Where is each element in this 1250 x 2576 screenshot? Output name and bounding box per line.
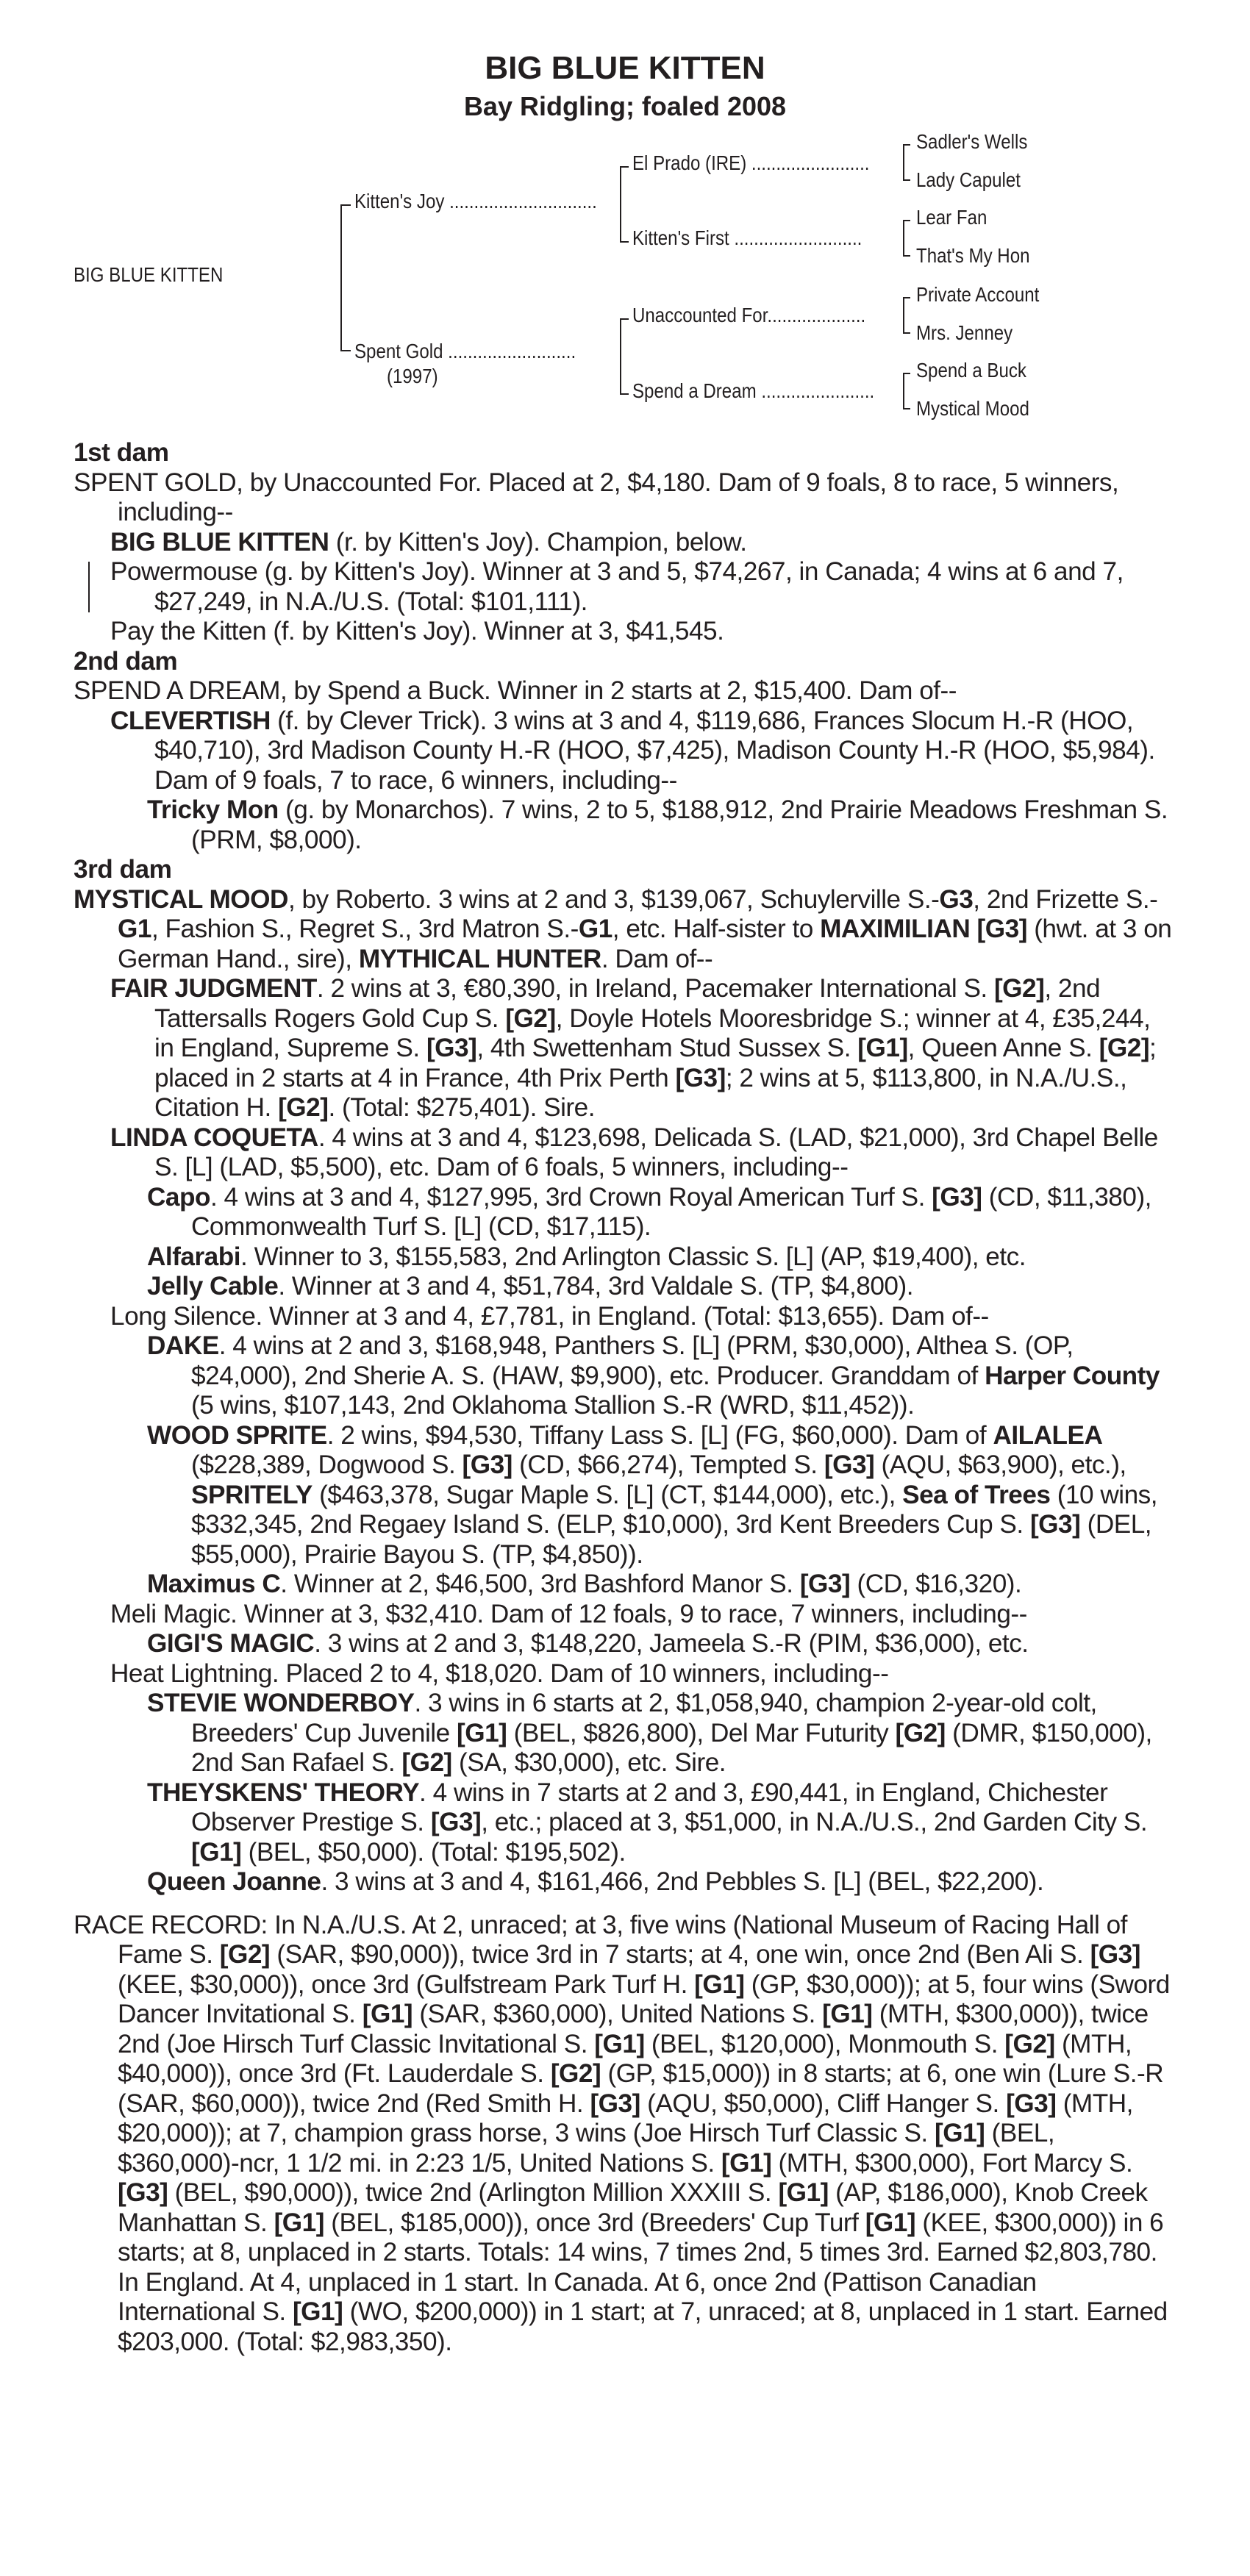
ped-dds: Spend a Buck [916,359,1026,382]
third-dam-heading: 3rd dam [74,855,172,884]
offspring-entry: WOOD SPRITE. 2 wins, $94,530, Tiffany Lass S. [L] (FG, $60,000). Dam of AILALEA ($228,389, Dogwood S. [G3] (CD, $66,274), Tempted S. [G3] (AQU, $63,900), etc.), SPRITELY ($463,378, Sugar Maple S. [L] (CT, $144,000), etc.), Sea of Trees (10 wins, $332,345, 2nd Regaey Island S. (ELP, $10,000), 3rd Kent Breeders Cup S. [G3] (DEL, $55,000), Prairie Bayou S. (TP, $4,850)). [147,1420,1158,1569]
offspring-entry: BIG BLUE KITTEN (r. by Kitten's Joy). Champion, below. [110,527,747,557]
offspring-entry: DAKE. 4 wins at 2 and 3, $168,948, Panthers S. [L] (PRM, $30,000), Althea S. (OP, $24,000), 2nd Sherie A. S. (HAW, $9,900), etc. Producer. Granddam of Harper County (5 wins, $107,143, 2nd Oklahoma Stallion S.-R (WRD, $11,452)). [147,1331,1160,1420]
second-dam-heading: 2nd dam [74,646,178,676]
ped-ss: El Prado (IRE) ........................ [632,151,870,174]
ped-horse: BIG BLUE KITTEN [74,263,224,286]
offspring-entry: GIGI'S MAGIC. 3 wins at 2 and 3, $148,220, Jameela S.-R (PIM, $36,000), etc. [147,1629,1029,1658]
offspring-entry: Jelly Cable. Winner at 3 and 4, $51,784, 3rd Valdale S. (TP, $4,800). [147,1272,913,1300]
offspring-entry: Tricky Mon (g. by Monarchos). 7 wins, 2 to 5, $188,912, 2nd Prairie Meadows Freshman S. (PRM, $8,000). [147,795,1168,854]
offspring-entry: Long Silence. Winner at 3 and 4, £7,781, in England. (Total: $13,655). Dam of-- [110,1301,989,1331]
ped-ssd: Lady Capulet [916,168,1021,191]
second-dam-intro: SPEND A DREAM, by Spend a Buck. Winner in 2 starts at 2, $15,400. Dam of-- [74,676,957,705]
first-dam-heading: 1st dam [74,438,169,467]
ped-sdd: That's My Hon [916,244,1030,267]
ped-sire: Kitten's Joy .............................. [354,190,597,212]
offspring-entry: FAIR JUDGMENT. 2 wins at 3, €80,390, in Ireland, Pacemaker International S. [G2], 2nd Tattersalls Rogers Gold Cup S. [G2], Doyle Hotels Mooresbridge S.; winner at 4, £35,244, in England, Supreme S. [G3], 4th Swettenham Stud Sussex S. [G1], Queen Anne S. [G2]; placed in 2 starts at 4 in France, 4th Prix Perth [G3]; 2 wins at 5, $113,800, in N.A./U.S., Citation H. [G2]. (Total: $275,401). Sire. [110,974,1157,1122]
offspring-entry: Alfarabi. Winner to 3, $155,583, 2nd Arlington Classic S. [L] (AP, $19,400), etc. [147,1242,1026,1271]
offspring-entry: Heat Lightning. Placed 2 to 4, $18,020. Dam of 10 winners, including-- [110,1659,889,1688]
offspring-entry: Meli Magic. Winner at 3, $32,410. Dam of 12 foals, 9 to race, 7 winners, including-- [110,1599,1027,1628]
ped-dam-year: (1997) [387,365,438,387]
third-dam-intro: MYSTICAL MOOD, by Roberto. 3 wins at 2 and 3, $139,067, Schuylerville S.-G3, 2nd Frizette S.-G1, Fashion S., Regret S., 3rd Matron S.-G1, etc. Half-sister to MAXIMILIAN [G3] (hwt. at 3 on German Hand., sire), MYTHICAL HUNTER. Dam of-- [74,884,1172,973]
ped-ds: Unaccounted For.................... [632,304,866,326]
ped-dss: Private Account [916,283,1040,306]
offspring-entry: CLEVERTISH (f. by Clever Trick). 3 wins at 3 and 4, $119,686, Frances Slocum H.-R (HOO, $40,710), 3rd Madison County H.-R (HOO, $7,425), Madison County H.-R (HOO, $5,984). Dam of 9 foals, 7 to race, 6 winners, including-- [110,706,1155,795]
offspring-entry: THEYSKENS' THEORY. 4 wins in 7 starts at 2 and 3, £90,441, in England, Chichester Observer Prestige S. [G3], etc.; placed at 3, $51,000, in N.A./U.S., 2nd Garden City S. [G1] (BEL, $50,000). (Total: $195,502). [147,1778,1148,1867]
offspring-entry: Capo. 4 wins at 3 and 4, $127,995, 3rd Crown Royal American Turf S. [G3] (CD, $11,380), Commonwealth Turf S. [L] (CD, $17,115). [147,1182,1151,1241]
ped-sds: Lear Fan [916,206,988,229]
ped-sd: Kitten's First .......................... [632,226,863,249]
race-record: RACE RECORD: In N.A./U.S. At 2, unraced; at 3, five wins (National Museum of Racing Hall of Fame S. [G2] (SAR, $90,000)), twice 3rd in 7 starts; at 4, one win, once 2nd (Ben Ali S. [G3] (KEE, $30,000)), once 3rd (Gulfstream Park Turf H. [G1] (GP, $30,000)); at 5, four wins (Sword Dancer Invitational S. [G1] (SAR, $360,000), United Nations S. [G1] (MTH, $300,000)), twice 2nd (Joe Hirsch Turf Classic Invitational S. [G1] (BEL, $120,000), Monmouth S. [G2] (MTH, $40,000)), once 3rd (Ft. Lauderdale S. [G2] (GP, $15,000)) in 8 starts; at 6, one win (Lure S.-R (SAR, $60,000)), twice 2nd (Red Smith H. [G3] (AQU, $50,000), Cliff Hanger S. [G3] (MTH, $20,000)); at 7, champion grass horse, 3 wins (Joe Hirsch Turf Classic S. [G1] (BEL, $360,000)-ncr, 1 1/2 mi. in 2:23 1/5, United Nations S. [G1] (MTH, $300,000), Fort Marcy S. [G3] (BEL, $90,000)), twice 2nd (Arlington Million XXXIII S. [G1] (AP, $186,000), Knob Creek Manhattan S. [G1] (BEL, $185,000)), once 3rd (Breeders' Cup Turf [G1] (KEE, $300,000)) in 6 starts; at 8, unplaced in 2 starts. Totals: 14 wins, 7 times 2nd, 5 times 3rd. Earned $2,803,780. In England. At 4, unplaced in 1 start. In Canada. At 6, once 2nd (Pattison Canadian International S. [G1] (WO, $200,000)) in 1 start; at 7, unraced; at 8, unplaced in 1 start. Earned $203,000. (Total: $2,983,350). [74,1910,1170,2356]
offspring-entry: LINDA COQUETA. 4 wins at 3 and 4, $123,698, Delicada S. (LAD, $21,000), 3rd Chapel Belle S. [L] (LAD, $5,500), etc. Dam of 6 foals, 5 winners, including-- [110,1123,1158,1181]
offspring-entry: Pay the Kitten (f. by Kitten's Joy). Winner at 3, $41,545. [110,617,724,645]
ped-sss: Sadler's Wells [916,130,1028,153]
offspring-entry: Queen Joanne. 3 wins at 3 and 4, $161,466, 2nd Pebbles S. [L] (BEL, $22,200). [147,1867,1044,1896]
ped-dd: Spend a Dream ....................... [632,379,875,402]
ped-dam: Spent Gold .......................... [354,340,576,362]
offspring-entry: STEVIE WONDERBOY. 3 wins in 6 starts at 2, $1,058,940, champion 2-year-old colt, Breeders' Cup Juvenile [G1] (BEL, $826,800), Del Mar Futurity [G2] (DMR, $150,000), 2nd San Rafael S. [G2] (SA, $30,000), etc. Sire. [147,1689,1152,1777]
offspring-entry: Maximus C. Winner at 2, $46,500, 3rd Bashford Manor S. [G3] (CD, $16,320). [147,1570,1022,1598]
family-text [74,438,1176,2357]
first-dam-intro: SPENT GOLD, by Unaccounted For. Placed at 2, $4,180. Dam of 9 foals, 8 to race, 5 winners, including-- [74,468,1119,526]
ped-ddd: Mystical Mood [916,397,1029,420]
ped-dsd: Mrs. Jenney [916,321,1013,344]
page-title: BIG BLUE KITTEN [485,50,765,86]
page-subtitle: Bay Ridgling; foaled 2008 [463,91,787,121]
offspring-entry: Powermouse (g. by Kitten's Joy). Winner at 3 and 5, $74,267, in Canada; 4 wins at 6 and 7, $27,249, in N.A./U.S. (Total: $101,111). [110,557,1176,617]
